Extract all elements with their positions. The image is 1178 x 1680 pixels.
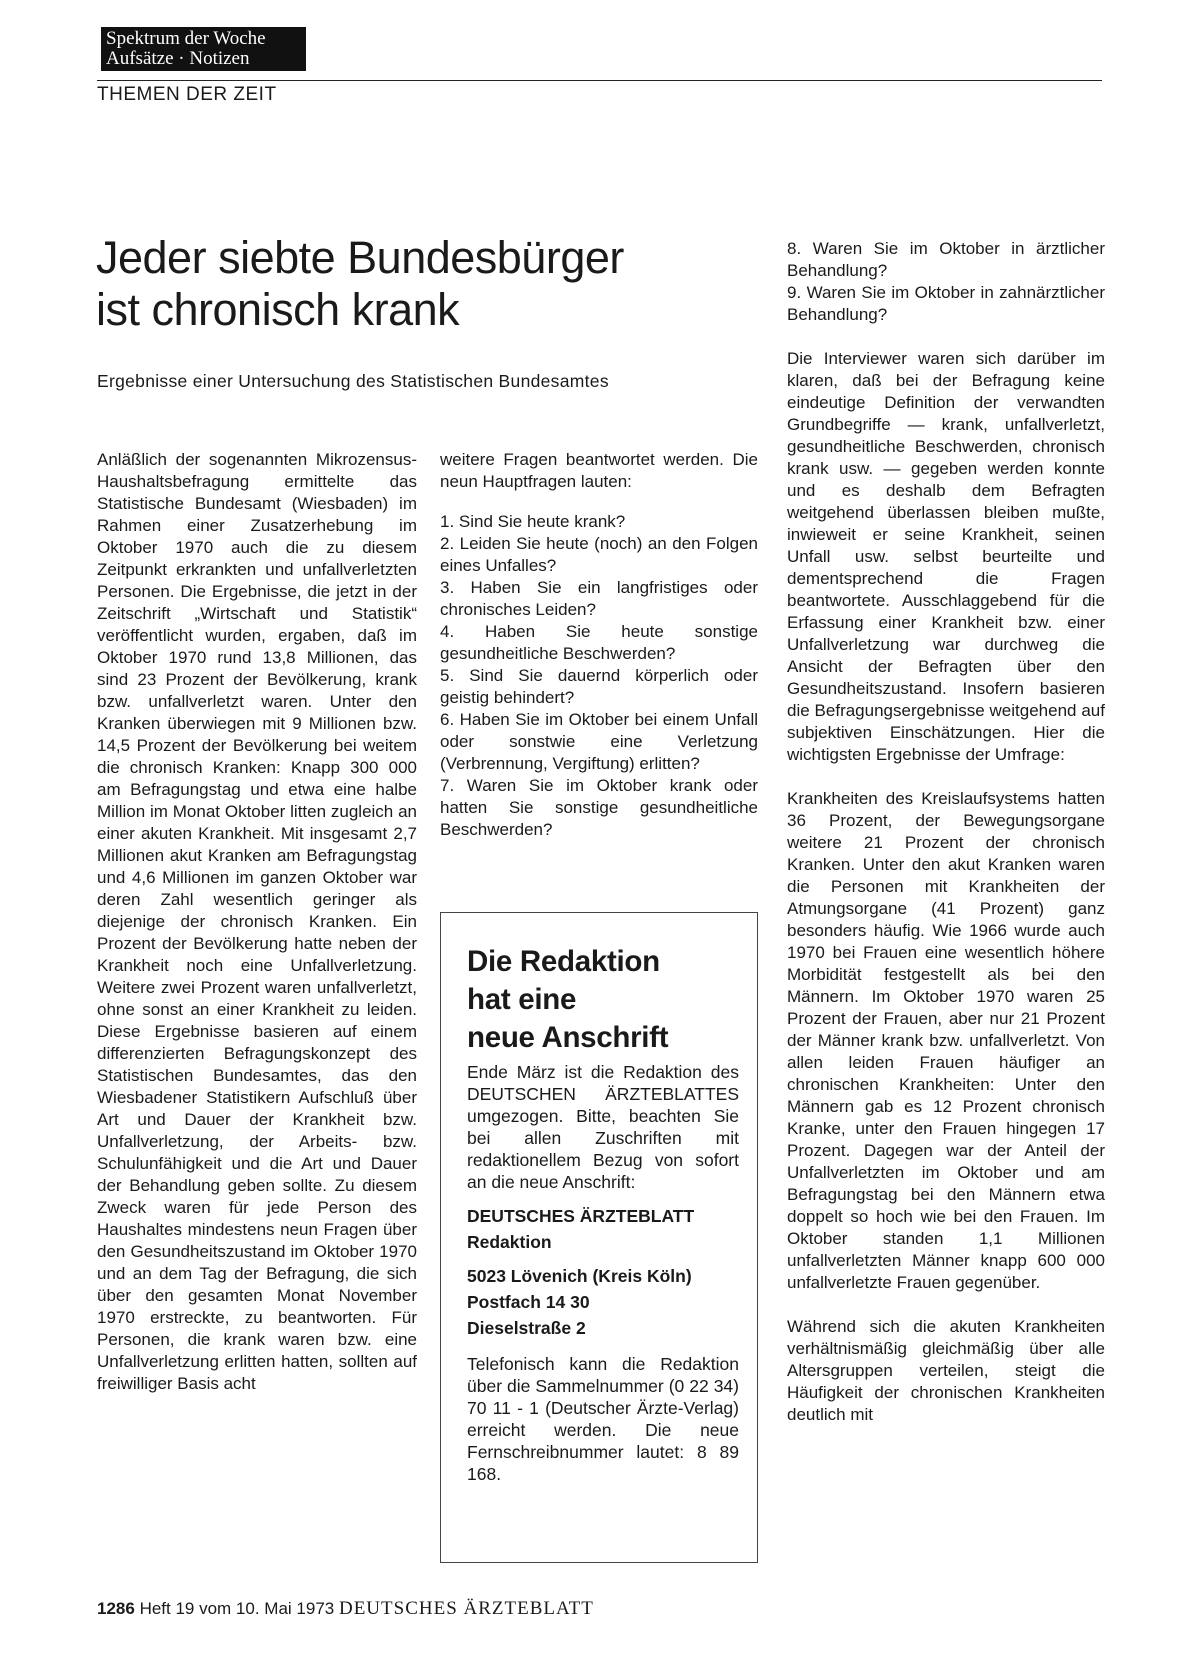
address-line: DEUTSCHES ÄRZTEBLATT: [467, 1206, 695, 1226]
address-line: Redaktion: [467, 1232, 552, 1252]
question-item: 4. Haben Sie heute sonstige gesundheitliche Beschwerden?: [440, 622, 758, 663]
notice-title-line2: hat eine: [467, 983, 577, 1016]
issue-info: Heft 19 vom 10. Mai 1973: [139, 1599, 335, 1618]
headline-line1: Jeder siebte Bundesbürger: [96, 232, 624, 283]
address-line: 5023 Lövenich (Kreis Köln): [467, 1266, 692, 1286]
page-number: 1286: [97, 1599, 135, 1618]
section-box: [101, 27, 306, 71]
notice-title: [467, 943, 739, 1057]
notice-telephone: Telefonisch kann die Redaktion über die Sammelnummer (0 22 34) 70 11 - 1 (Deutscher Ärzte-Verlag) erreicht werden. Die neue Fernschreibnummer lautet: 8 89 168.: [467, 1354, 739, 1484]
question-item: 9. Waren Sie im Oktober in zahnärztlicher Behandlung?: [787, 283, 1105, 324]
paragraph: Anläßlich der sogenannten Mikrozensus-Haushaltsbefragung ermittelte das Statistische Bundesamt (Wiesbaden) im Rahmen einer Zusatzerhebung im Oktober 1970 auch die zu diesem Zeitpunkt erkrankten und unfallverletzten Personen. Die Ergebnisse, die jetzt in der Zeitschrift „Wirtschaft und Statistik“ veröffentlicht wurden, ergaben, daß im Oktober 1970 rund 13,8 Millionen, das sind 23 Prozent der Bevölkerung, krank bzw. unfallverletzt waren. Unter den Kranken überwiegen mit 9 Millionen bzw. 14,5 Prozent der Bevölkerung bei weitem die chronisch Kranken: Knapp 300 000 am Befragungstag und etwa eine halbe Million im Monat Oktober litten zugleich an einer akuten Krankheit. Mit insgesamt 2,7 Millionen akut Kranken am Befragungstag und 4,6 Millionen im ganzen Oktober war deren Zahl wesentlich geringer als diejenige der chronisch Kranken. Ein Prozent der Bevölkerung hatte neben der Krankheit noch eine Unfallverletzung. Weitere zwei Prozent waren unfallverletzt, ohne sonst an einer Krankheit zu leiden. Diese Ergebnisse basieren auf einem differenzierten Befragungskonzept des Statistischen Bundesamtes, das den Wiesbadener Statistikern Aufschluß über Art und Dauer der Krankheit bzw. Unfallverletzung, der Arbeits- bzw. Schulunfähigkeit und die Art und Dauer der Behandlung geben sollte. Zu diesem Zweck waren für jede Person des Haushaltes mindestens neun Fragen über den Gesundheitszustand im Oktober 1970 und an dem Tag der Befragung, die sich über den gesamten Monat November 1970 erstreckte, zu beantworten. Für Personen, die krank waren bzw. eine Unfallverletzung erlitten hatten, sollten auf freiwilliger Basis acht: [97, 450, 417, 1393]
question-item: 7. Waren Sie im Oktober krank oder hatten Sie sonstige gesundheitliche Beschwerden?: [440, 776, 758, 839]
column-3: [787, 238, 1105, 1426]
article-subtitle: Ergebnisse einer Untersuchung des Statistischen Bundesamtes: [97, 371, 609, 391]
question-item: 3. Haben Sie ein langfristiges oder chronisches Leiden?: [440, 578, 758, 619]
section-box-line1: Spektrum der Woche: [106, 28, 266, 49]
notice-address: [467, 1203, 739, 1341]
notice-title-line1: Die Redaktion: [467, 945, 660, 978]
paragraph: Die Interviewer waren sich darüber im klaren, daß bei der Befragung keine eindeutige Definition der verwandten Grundbegriffe — krank, unfallverletzt, gesundheitliche Beschwerden, chronisch krank usw. — gegeben werden konnte und es deshalb dem Befragten weitgehend überlassen bleiben mußte, inwieweit er seine Krankheit, seinen Unfall usw. selbst beurteilte und dementsprechend die Fragen beantwortete. Ausschlaggebend für die Erfassung einer Krankheit bzw. einer Unfallverletzung war durchweg die Ansicht der Befragten über den Gesundheitszustand. Insofern basieren die Befragungsergebnisse weitgehend auf subjektiven Einschätzungen. Hier die wichtigsten Ergebnisse der Umfrage:: [787, 349, 1105, 764]
question-item: 5. Sind Sie dauernd körperlich oder geistig behindert?: [440, 666, 758, 707]
section-label: THEMEN DER ZEIT: [97, 84, 277, 105]
journal-name: DEUTSCHES ÄRZTEBLATT: [338, 1598, 594, 1619]
question-item: 1. Sind Sie heute krank?: [440, 512, 626, 531]
question-item: 8. Waren Sie im Oktober in ärztlicher Behandlung?: [787, 239, 1105, 280]
question-item: 2. Leiden Sie heute (noch) an den Folgen eines Unfalles?: [440, 534, 758, 575]
page-footer: [97, 1598, 594, 1620]
header-rule: [97, 80, 1102, 81]
notice-body: Ende März ist die Redaktion des DEUTSCHEN ÄRZTEBLATTES umgezogen. Bitte, beachten Sie bei allen Zuschriften mit redaktionellem Bezug von sofort an die neue Anschrift:: [467, 1062, 739, 1192]
address-line: Postfach 14 30: [467, 1292, 590, 1312]
section-box-line2: Aufsätze · Notizen: [106, 48, 250, 69]
headline-line2: ist chronisch krank: [96, 284, 460, 335]
question-item: 6. Haben Sie im Oktober bei einem Unfall oder sonstwie eine Verletzung (Verbrennung, Vergiftung) erlitten?: [440, 710, 758, 773]
paragraph: Während sich die akuten Krankheiten verhältnismäßig gleichmäßig über alle Altersgruppen verteilen, steigt die Häufigkeit der chronischen Krankheiten deutlich mit: [787, 1317, 1105, 1424]
column-1: [97, 449, 417, 1395]
notice-title-line3: neue Anschrift: [467, 1021, 669, 1054]
column-2: [440, 449, 758, 841]
address-notice-box: [440, 912, 758, 1563]
address-line: Dieselstraße 2: [467, 1318, 586, 1338]
article-headline: [96, 232, 736, 336]
paragraph: Krankheiten des Kreislaufsystems hatten 36 Prozent, der Bewegungsorgane weitere 21 Prozent der chronisch Kranken. Unter den akut Kranken waren die Personen mit Krankheiten der Atmungsorgane (41 Prozent) ganz besonders häufig. Wie 1966 wurde auch 1970 bei Frauen eine wesentlich höhere Morbidität festgestellt als bei den Männern. Im Oktober 1970 waren 25 Prozent der Frauen, aber nur 21 Prozent der Männer krank bzw. unfallverletzt. Von allen leiden Frauen häufiger an chronischen Krankheiten: Unter den Männern gab es 12 Prozent chronisch Kranke, unter den Frauen hingegen 17 Prozent. Dagegen war der Anteil der Unfallverletzten im Oktober und am Befragungstag bei den Männern etwa doppelt so hoch wie bei den Frauen. Im Oktober standen 1,1 Millionen unfallverletzten Männer knapp 600 000 unfallverletzte Frauen gegenüber.: [787, 789, 1105, 1292]
paragraph: weitere Fragen beantwortet werden. Die neun Hauptfragen lauten:: [440, 450, 758, 491]
